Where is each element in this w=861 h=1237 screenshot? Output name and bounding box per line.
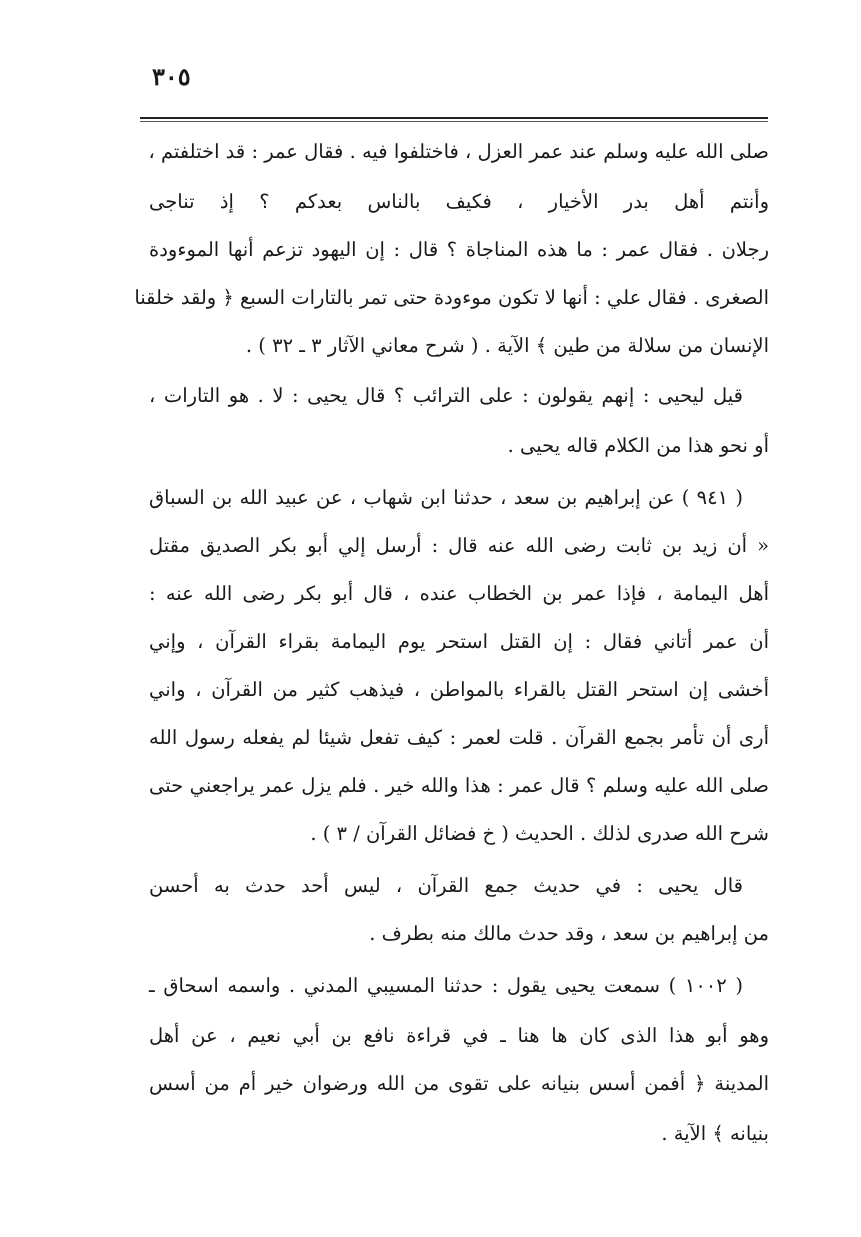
text-line: « أن زيد بن ثابت رضى الله عنه قال : أرسل إلي أبو بكر الصديق مقتل (149, 534, 769, 557)
text-line: صلى الله عليه وسلم ؟ قال عمر : هذا والله خير . فلم يزل عمر يراجعني حتى (149, 774, 769, 797)
text-line: شرح الله صدرى لذلك . الحديث ( خ فضائل القرآن / ٣ ) . (310, 822, 769, 845)
text-line: قيل ليحيى : إنهم يقولون : على الترائب ؟ قال يحيى : لا . هو التارات ، (149, 384, 743, 407)
text-line: من إبراهيم بن سعد ، وقد حدث مالك منه بطرف . (369, 922, 769, 945)
page-number: ٣٠٥ (152, 62, 191, 91)
text-line: أو نحو هذا من الكلام قاله يحيى . (507, 434, 769, 457)
text-line: بنيانه ﴾ الآية . (661, 1122, 769, 1145)
text-line: أرى أن تأمر بجمع القرآن . قلت لعمر : كيف تفعل شيئا لم يفعله رسول الله (149, 726, 769, 749)
header-rule (140, 117, 768, 119)
text-line: الإنسان من سلالة من طين ﴾ الآية . ( شرح معاني الآثار ٣ ـ ٣٢ ) . (245, 334, 769, 357)
text-line: أن عمر أتاني فقال : إن القتل استحر يوم اليمامة بقراء القرآن ، وإني (149, 630, 769, 653)
text-line: الصغرى . فقال علي : أنها لا تكون موءودة حتى تمر بالتارات السبع ﴿ ولقد خلقنا (134, 286, 769, 309)
text-line: قال يحيى : في حديث جمع القرآن ، ليس أحد حدث به أحسن (149, 874, 743, 897)
header-rule-thin (140, 121, 768, 122)
text-line: ( ٩٤١ ) عن إبراهيم بن سعد ، حدثنا ابن شهاب ، عن عبيد الله بن السباق (149, 486, 743, 509)
text-line: صلى الله عليه وسلم عند عمر العزل ، فاختلفوا فيه . فقال عمر : قد اختلفتم ، (148, 140, 769, 163)
text-line: المدينة ﴿ أفمن أسس بنيانه على تقوى من الله ورضوان خير أم من أسس (149, 1072, 769, 1095)
text-line: وأنتم أهل بدر الأخيار ، فكيف بالناس بعدكم ؟ إذ تناجى (149, 190, 769, 213)
text-line: أخشى إن استحر القتل بالقراء بالمواطن ، فيذهب كثير من القرآن ، واني (149, 678, 769, 701)
text-line: رجلان . فقال عمر : ما هذه المناجاة ؟ قال : إن اليهود تزعم أنها الموءودة (149, 238, 769, 261)
text-line: ( ١٠٠٢ ) سمعت يحيى يقول : حدثنا المسيبي المدني . واسمه اسحاق ـ (149, 974, 743, 997)
text-line: أهل اليمامة ، فإذا عمر بن الخطاب عنده ، قال أبو بكر رضى الله عنه : (149, 582, 769, 605)
text-line: وهو أبو هذا الذى كان ها هنا ـ في قراءة نافع بن أبي نعيم ، عن أهل (149, 1024, 769, 1047)
